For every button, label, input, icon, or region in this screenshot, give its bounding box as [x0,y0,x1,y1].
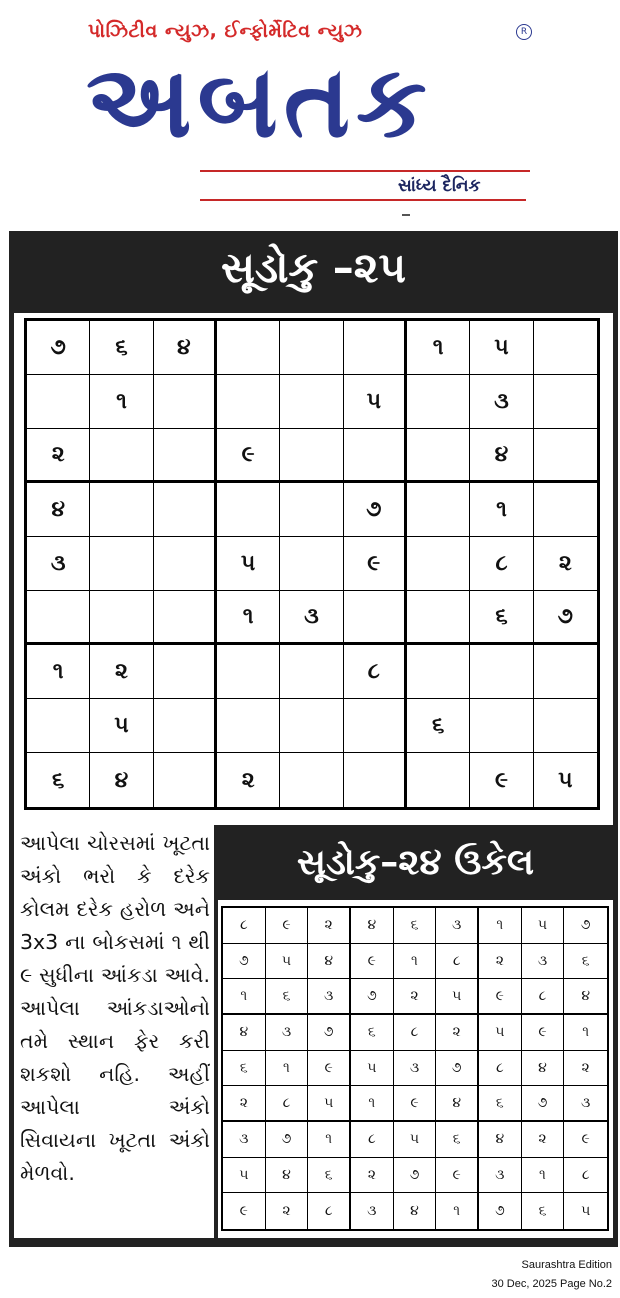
puzzle-cell-r6c2 [90,591,153,645]
puzzle-cell-r1c8: ૫ [470,321,533,375]
solution-cell-r4c2: ૩ [266,1015,309,1051]
solution-cell-r3c3: ૩ [308,979,351,1015]
instructions-text: આપેલા ચોરસમાં ખૂટતા અંકો ભરો કે દરેક કોલમ દરેક હરોળ અને 3x3 ના બોકસમાં ૧ થી ૯ સુધીના આંકડા આવે. આપેલા આંકડાઓનો તમે સ્થાન ફેર કરી શકશો નહિ. અહીં આપેલા અંકો સિવાયના ખૂટતા અંકો મેળવો. [20,831,210,1185]
solution-cell-r3c2: ૬ [266,979,309,1015]
solution-cell-r5c7: ૮ [479,1051,522,1087]
solution-cell-r8c7: ૩ [479,1158,522,1194]
solution-cell-r4c8: ૯ [522,1015,565,1051]
puzzle-cell-r7c5 [280,645,343,699]
date-page-label: 30 Dec, 2025 Page No.2 [491,1278,612,1290]
puzzle-cell-r3c6 [344,429,407,483]
solution-cell-r4c1: ૪ [223,1015,266,1051]
puzzle-cell-r1c9 [534,321,597,375]
puzzle-cell-r7c7 [407,645,470,699]
puzzle-cell-r7c9 [534,645,597,699]
solution-cell-r5c5: ૩ [394,1051,437,1087]
solution-cell-r9c9: ૫ [581,1203,591,1220]
puzzle-cell-r8c3 [154,699,217,753]
puzzle-cell-r8c5 [280,699,343,753]
puzzle-cell-r2c4 [217,375,280,429]
puzzle-cell-r8c7: ૬ [407,699,470,753]
solution-cell-r6c4: ૧ [351,1086,394,1122]
solution-cell-r2c4: ૯ [351,944,394,980]
puzzle-cell-r2c9 [534,375,597,429]
solution-cell-r6c6: ૪ [436,1086,479,1122]
puzzle-cell-r5c1: ૩ [27,537,90,591]
newspaper-logo: અબતક [86,44,433,160]
solution-cell-r3c4: ૭ [351,979,394,1015]
puzzle-cell-r7c6: ૮ [344,645,407,699]
puzzle-cell-r4c6: ૭ [344,483,407,537]
puzzle-cell-r6c6 [344,591,407,645]
solution-cell-r4c4: ૬ [351,1015,394,1051]
solution-title: સૂડોકુ–૨૪ ઉકેલ [296,842,535,883]
solution-cell-r9c3: ૮ [308,1193,351,1229]
solution-cell-r1c9: ૭ [564,908,607,944]
puzzle-cell-r2c8: ૩ [470,375,533,429]
solution-grid [221,906,609,1231]
solution-cell-r6c2: ૮ [266,1086,309,1122]
solution-cell-r3c8: ૮ [522,979,565,1015]
solution-cell-r1c6: ૩ [436,908,479,944]
puzzle-cell-r2c7 [407,375,470,429]
solution-cell-r7c5: ૫ [394,1122,437,1158]
puzzle-cell-r4c3 [154,483,217,537]
masthead-subtitle: સાંધ્ય દૈનિક [398,176,481,196]
solution-cell-r2c6: ૮ [436,944,479,980]
solution-cell-r4c7: ૫ [479,1015,522,1051]
solution-cell-r2c8: ૩ [522,944,565,980]
masthead [0,0,620,230]
solution-board-area [218,900,613,1238]
puzzle-cell-r4c1: ૪ [27,483,90,537]
puzzle-cell-r4c2 [90,483,153,537]
puzzle-cell-r5c2 [90,537,153,591]
puzzle-cell-r2c5 [280,375,343,429]
edition-label: Saurashtra Edition [521,1259,612,1271]
solution-cell-r1c2: ૯ [266,908,309,944]
puzzle-cell-r3c9 [534,429,597,483]
puzzle-cell-r4c7 [407,483,470,537]
puzzle-cell-r9c7 [407,753,470,807]
puzzle-cell-r1c2: ૬ [90,321,153,375]
puzzle-cell-r9c4: ૨ [217,753,280,807]
solution-cell-r2c1: ૭ [223,944,266,980]
solution-cell-r7c9: ૯ [564,1122,607,1158]
solution-cell-r9c1: ૯ [223,1193,266,1229]
puzzle-cell-r1c6 [344,321,407,375]
solution-cell-r7c1: ૩ [223,1122,266,1158]
masthead-tagline: પોઝિટીવ ન્યુઝ, ઈન્ફોર્મેટિવ ન્યુઝ [88,20,363,42]
puzzle-cell-r7c4 [217,645,280,699]
solution-cell-r5c6: ૭ [436,1051,479,1087]
solution-cell-r1c7: ૧ [479,908,522,944]
solution-cell-r9c5: ૪ [394,1193,437,1229]
solution-cell-r1c5: ૬ [394,908,437,944]
puzzle-cell-r9c3 [154,753,217,807]
puzzle-cell-r3c8: ૪ [470,429,533,483]
puzzle-board-area [14,313,613,825]
instructions-box [14,825,214,1238]
puzzle-cell-r8c1 [27,699,90,753]
puzzle-cell-r1c3: ૪ [154,321,217,375]
puzzle-cell-r8c9 [534,699,597,753]
puzzle-cell-r8c8 [470,699,533,753]
solution-cell-r4c3: ૭ [308,1015,351,1051]
solution-cell-r8c9: ૮ [564,1158,607,1194]
page-footer [492,1256,612,1294]
puzzle-cell-r3c5 [280,429,343,483]
puzzle-cell-r5c3 [154,537,217,591]
solution-cell-r8c1: ૫ [223,1158,266,1194]
puzzle-cell-r4c5 [280,483,343,537]
solution-cell-r1c8: ૫ [522,908,565,944]
puzzle-cell-r9c6 [344,753,407,807]
solution-cell-r7c7: ૪ [479,1122,522,1158]
puzzle-cell-r7c8 [470,645,533,699]
puzzle-cell-r1c7: ૧ [407,321,470,375]
solution-cell-r4c9: ૧ [564,1015,607,1051]
puzzle-cell-r7c3 [154,645,217,699]
solution-cell-r2c7: ૨ [479,944,522,980]
puzzle-cell-r9c5 [280,753,343,807]
solution-cell-r5c9: ૨ [564,1051,607,1087]
puzzle-cell-r5c8: ૮ [470,537,533,591]
registered-mark-icon: R [516,24,532,40]
puzzle-cell-r9c8: ૯ [470,753,533,807]
solution-cell-r7c8: ૨ [522,1122,565,1158]
solution-cell-r4c5: ૮ [394,1015,437,1051]
solution-cell-r2c9: ૬ [564,944,607,980]
solution-cell-r7c4: ૮ [351,1122,394,1158]
puzzle-cell-r3c4: ૯ [217,429,280,483]
puzzle-cell-r4c9 [534,483,597,537]
puzzle-grid [24,318,600,810]
puzzle-cell-r3c3 [154,429,217,483]
puzzle-cell-r1c1: ૭ [27,321,90,375]
solution-cell-r9c6: ૧ [436,1193,479,1229]
puzzle-cell-r5c4: ૫ [217,537,280,591]
puzzle-cell-r2c6: ૫ [344,375,407,429]
solution-cell-r9c7: ૭ [479,1193,522,1229]
puzzle-cell-r2c3 [154,375,217,429]
solution-cell-r5c1: ૬ [223,1051,266,1087]
puzzle-cell-r6c4: ૧ [217,591,280,645]
solution-cell-r9c2: ૨ [266,1193,309,1229]
puzzle-cell-r6c3 [154,591,217,645]
puzzle-cell-r8c6 [344,699,407,753]
solution-cell-r6c1: ૨ [223,1086,266,1122]
puzzle-cell-r3c7 [407,429,470,483]
puzzle-cell-r6c9: ૭ [534,591,597,645]
puzzle-cell-r6c1 [27,591,90,645]
solution-cell-r6c3: ૫ [308,1086,351,1122]
solution-cell-r1c3: ૨ [308,908,351,944]
solution-cell-r6c9: ૩ [564,1086,607,1122]
puzzle-cell-r5c9: ૨ [534,537,597,591]
puzzle-cell-r9c2: ૪ [90,753,153,807]
solution-cell-r5c8: ૪ [522,1051,565,1087]
solution-cell-r8c2: ૪ [266,1158,309,1194]
solution-cell-r9c8: ૬ [522,1193,565,1229]
solution-cell-r8c3: ૬ [308,1158,351,1194]
solution-cell-r3c6: ૫ [436,979,479,1015]
decorative-mark [402,214,410,216]
solution-cell-r4c6: ૨ [436,1015,479,1051]
puzzle-cell-r7c1: ૧ [27,645,90,699]
solution-header [218,826,613,900]
solution-cell-r3c9: ૪ [564,979,607,1015]
solution-cell-r6c7: ૬ [479,1086,522,1122]
puzzle-cell-r4c4 [217,483,280,537]
solution-cell-r7c2: ૭ [266,1122,309,1158]
solution-cell-r3c5: ૨ [394,979,437,1015]
puzzle-cell-r8c4 [217,699,280,753]
solution-cell-r5c4: ૫ [351,1051,394,1087]
masthead-divider [200,170,530,172]
masthead-divider-lower [200,199,526,201]
solution-cell-r3c1: ૧ [223,979,266,1015]
solution-cell-r7c3: ૧ [308,1122,351,1158]
puzzle-cell-r5c6: ૯ [344,537,407,591]
solution-cell-r2c2: ૫ [266,944,309,980]
solution-cell-r6c5: ૯ [394,1086,437,1122]
puzzle-cell-r2c1 [27,375,90,429]
solution-cell-r5c3: ૯ [308,1051,351,1087]
puzzle-cell-r3c1: ૨ [27,429,90,483]
puzzle-cell-r6c7 [407,591,470,645]
solution-cell-r9c4: ૩ [351,1193,394,1229]
solution-cell-r8c6: ૯ [436,1158,479,1194]
puzzle-cell-r9c9: ૫ [558,767,573,793]
puzzle-cell-r4c8: ૧ [470,483,533,537]
solution-cell-r1c1: ૮ [223,908,266,944]
puzzle-cell-r6c8: ૬ [470,591,533,645]
solution-cell-r8c5: ૭ [394,1158,437,1194]
solution-cell-r8c8: ૧ [522,1158,565,1194]
puzzle-cell-r2c2: ૧ [90,375,153,429]
solution-cell-r6c8: ૭ [522,1086,565,1122]
puzzle-cell-r8c2: ૫ [90,699,153,753]
solution-cell-r8c4: ૨ [351,1158,394,1194]
puzzle-cell-r7c2: ૨ [90,645,153,699]
puzzle-cell-r6c5: ૩ [280,591,343,645]
solution-cell-r5c2: ૧ [266,1051,309,1087]
solution-cell-r3c7: ૯ [479,979,522,1015]
puzzle-cell-r1c4 [217,321,280,375]
solution-cell-r7c6: ૬ [436,1122,479,1158]
puzzle-cell-r9c1: ૬ [27,753,90,807]
solution-cell-r2c5: ૧ [394,944,437,980]
puzzle-title: સૂડોકુ –૨૫ [220,243,407,292]
puzzle-cell-r1c5 [280,321,343,375]
solution-cell-r1c4: ૪ [351,908,394,944]
puzzle-cell-r5c5 [280,537,343,591]
puzzle-cell-r3c2 [90,429,153,483]
solution-cell-r2c3: ૪ [308,944,351,980]
puzzle-cell-r5c7 [407,537,470,591]
